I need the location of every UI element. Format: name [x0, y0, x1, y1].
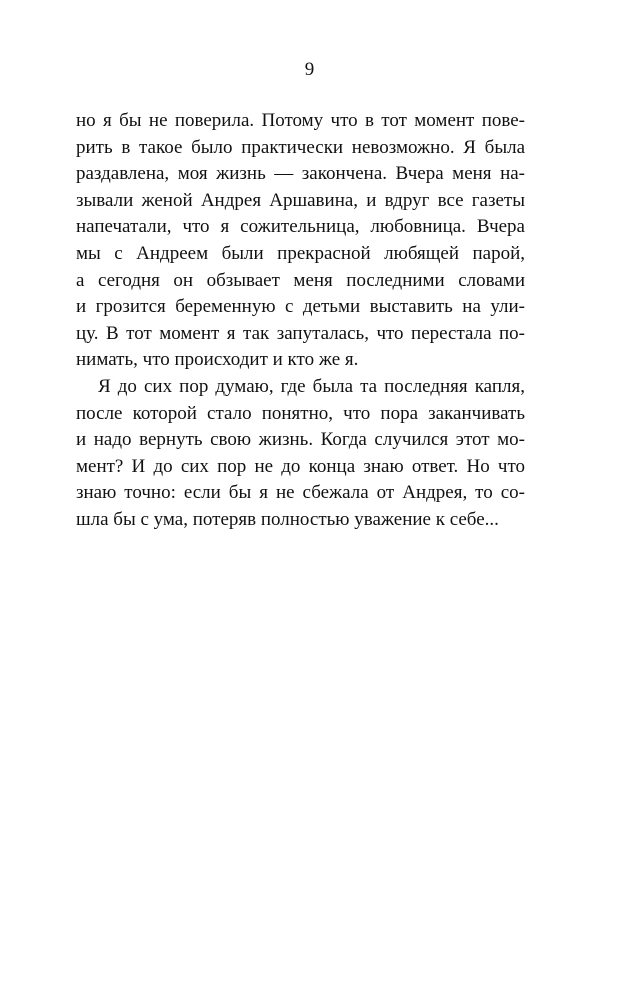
text-line: раздавлена, моя жизнь — закончена. Вчера меня на- — [76, 163, 525, 185]
page-number: 9 — [304, 59, 315, 80]
text-line: знаю точно: если бы я не сбежала от Андрея, то со- — [76, 482, 525, 504]
text-line: но я бы не поверила. Потому что в тот момент пове- — [76, 110, 525, 131]
text-line: мы с Андреем были прекрасной любящей парой, — [76, 242, 525, 264]
text-line: а сегодня он обзывает меня последними словами — [76, 269, 525, 291]
paragraph — [76, 374, 525, 534]
page-body — [76, 108, 525, 534]
text-line: шла бы с ума, потеряв полностью уважение к себе... — [76, 508, 499, 530]
text-line: нимать, что происходит и кто же я. — [76, 349, 359, 371]
text-line: цу. В тот момент я так запуталась, что перестала по- — [76, 322, 525, 344]
text-line: мент? И до сих пор не до конца знаю ответ. Но что — [76, 455, 525, 477]
paragraph — [76, 108, 525, 374]
text-line: зывали женой Андрея Аршавина, и вдруг все газеты — [76, 189, 525, 211]
text-line: после которой стало понятно, что пора заканчивать — [76, 402, 525, 424]
text-line: напечатали, что я сожительница, любовница. Вчера — [76, 216, 525, 238]
text-line: Я до сих пор думаю, где была та последняя капля, — [98, 375, 525, 397]
text-line: и грозится беременную с детьми выставить на ули- — [76, 296, 525, 318]
text-line: рить в такое было практически невозможно. Я была — [76, 136, 525, 158]
text-line: и надо вернуть свою жизнь. Когда случился этот мо- — [76, 429, 525, 451]
